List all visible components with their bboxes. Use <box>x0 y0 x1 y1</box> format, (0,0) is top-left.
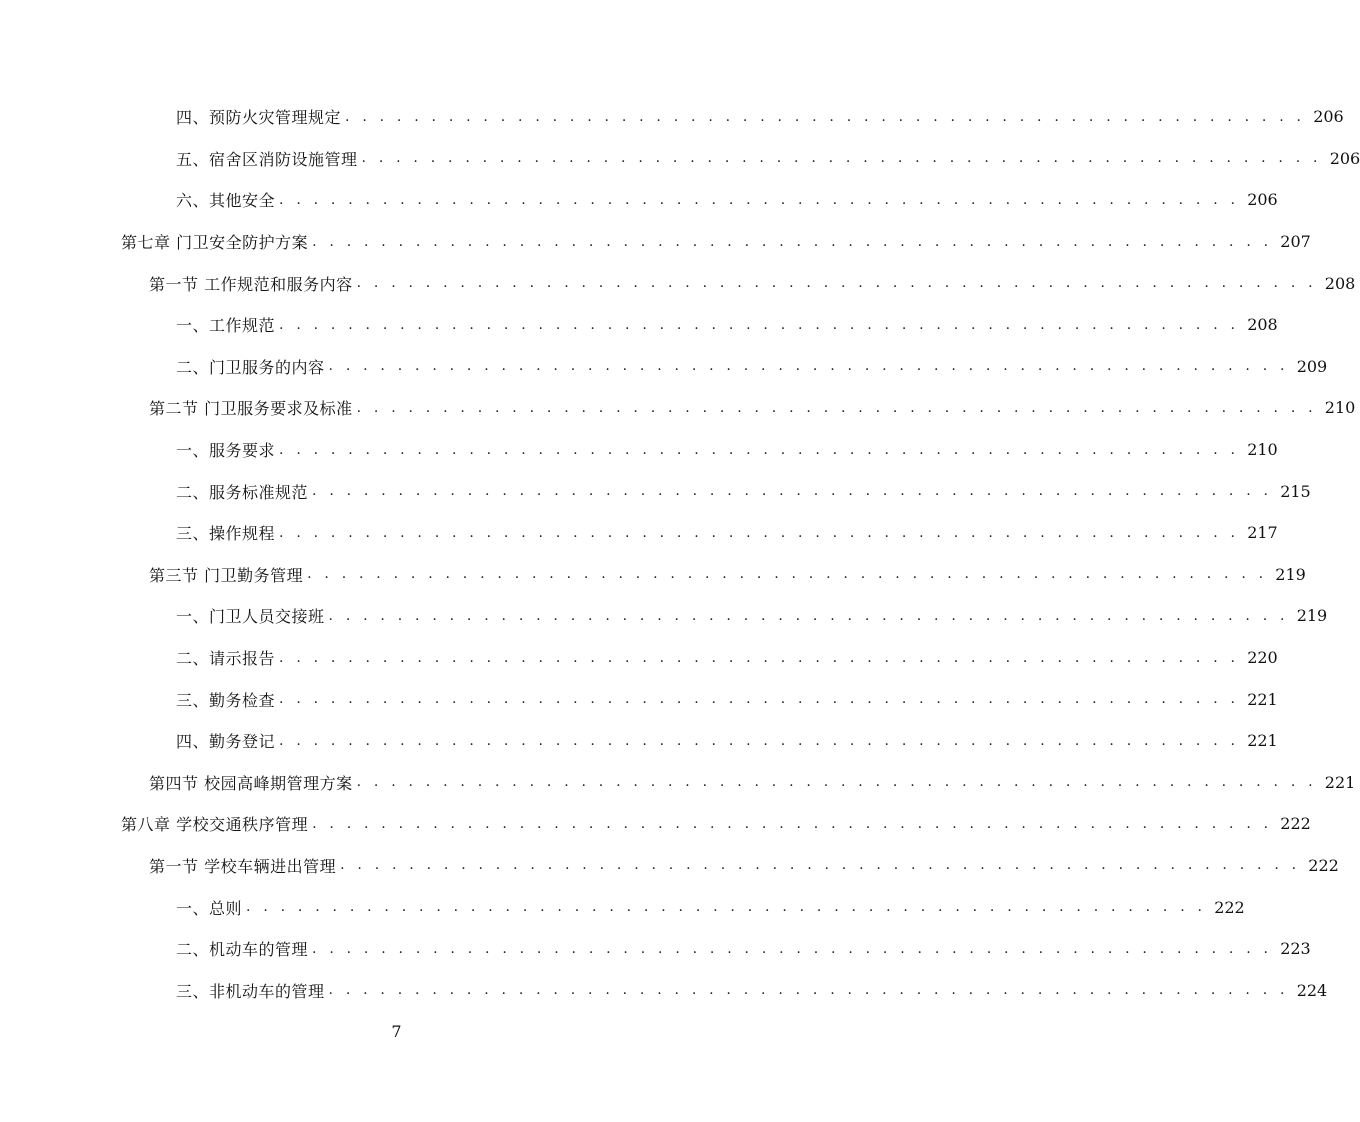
toc-entry[interactable] <box>0 637 1278 679</box>
toc-entry-title: 第一节 学校车辆进出管理 <box>149 856 337 876</box>
toc-entry-page: 206 <box>1247 190 1278 210</box>
toc-entry[interactable] <box>0 470 1311 512</box>
toc-entry-page: 206 <box>1313 107 1344 127</box>
toc-entry-title: 二、请示报告 <box>176 649 276 669</box>
toc-dot-leader: . . . . . . . . . . . . . . . . . . . . . . . . . . . . . . . . . . . . . . . . . . . . . . . . . . . . . . . . <box>356 399 1317 416</box>
toc-entry[interactable] <box>0 928 1311 970</box>
toc-entry-title: 三、勤务检查 <box>176 690 276 710</box>
toc-entry[interactable] <box>0 803 1311 845</box>
toc-entry[interactable] <box>0 387 1356 429</box>
toc-entry-title: 第七章 门卫安全防护方案 <box>121 233 309 253</box>
toc-dot-leader: . . . . . . . . . . . . . . . . . . . . . . . . . . . . . . . . . . . . . . . . . . . . . . . . . . . . . . . . <box>361 150 1322 167</box>
toc-dot-leader: . . . . . . . . . . . . . . . . . . . . . . . . . . . . . . . . . . . . . . . . . . . . . . . . . . . . . . . . <box>356 774 1317 791</box>
toc-entry-page: 222 <box>1280 814 1311 834</box>
toc-entry-page: 210 <box>1324 398 1356 418</box>
toc-entry-page: 221 <box>1324 772 1356 792</box>
toc-entry-page: 208 <box>1324 273 1356 293</box>
toc-entry[interactable] <box>0 346 1328 388</box>
toc-dot-leader: . . . . . . . . . . . . . . . . . . . . . . . . . . . . . . . . . . . . . . . . . . . . . . . . . . . . . . . . <box>279 524 1240 541</box>
toc-dot-leader: . . . . . . . . . . . . . . . . . . . . . . . . . . . . . . . . . . . . . . . . . . . . . . . . . . . . . . . . <box>328 607 1289 624</box>
toc-entry-title: 五、宿舍区消防设施管理 <box>176 149 358 169</box>
toc-entry-title: 一、工作规范 <box>176 316 276 336</box>
toc-entry[interactable] <box>0 262 1356 304</box>
toc-entry-title: 第四节 校园高峰期管理方案 <box>149 773 353 793</box>
toc-entry-page: 206 <box>1329 148 1360 168</box>
toc-entry-page: 207 <box>1280 232 1311 252</box>
toc-entry-title: 六、其他安全 <box>176 191 276 211</box>
toc-entry-page: 221 <box>1247 689 1278 709</box>
toc-entry[interactable] <box>0 512 1278 554</box>
toc-entry-title: 第一节 工作规范和服务内容 <box>149 274 353 294</box>
toc-dot-leader: . . . . . . . . . . . . . . . . . . . . . . . . . . . . . . . . . . . . . . . . . . . . . . . . . . . . . . . . <box>328 982 1289 999</box>
toc-dot-leader: . . . . . . . . . . . . . . . . . . . . . . . . . . . . . . . . . . . . . . . . . . . . . . . . . . . . . . . . <box>328 358 1289 375</box>
toc-entry-title: 二、机动车的管理 <box>176 940 309 960</box>
toc-dot-leader: . . . . . . . . . . . . . . . . . . . . . . . . . . . . . . . . . . . . . . . . . . . . . . . . . . . . . . . . <box>279 191 1240 208</box>
toc-dot-leader: . . . . . . . . . . . . . . . . . . . . . . . . . . . . . . . . . . . . . . . . . . . . . . . . . . . . . . . . <box>312 233 1273 250</box>
toc-entry-page: 223 <box>1280 939 1311 959</box>
toc-entry-page: 219 <box>1296 606 1328 626</box>
toc-entry[interactable] <box>0 429 1278 471</box>
toc-entry[interactable] <box>0 595 1328 637</box>
toc-entry-title: 一、总则 <box>176 898 243 918</box>
toc-entry-title: 第二节 门卫服务要求及标准 <box>149 399 353 419</box>
toc-entry-title: 第三节 门卫勤务管理 <box>149 565 304 585</box>
toc-dot-leader: . . . . . . . . . . . . . . . . . . . . . . . . . . . . . . . . . . . . . . . . . . . . . . . . . . . . . . . . <box>356 275 1317 292</box>
toc-entry[interactable] <box>0 554 1306 596</box>
toc-entry-page: 215 <box>1280 481 1311 501</box>
toc-entry-page: 221 <box>1247 731 1278 751</box>
toc-entry-title: 三、操作规程 <box>176 524 276 544</box>
toc-entry[interactable] <box>0 221 1311 263</box>
toc-dot-leader: . . . . . . . . . . . . . . . . . . . . . . . . . . . . . . . . . . . . . . . . . . . . . . . . . . . . . . . . <box>279 316 1240 333</box>
toc-entry-title: 四、预防火灾管理规定 <box>176 108 342 128</box>
toc-dot-leader: . . . . . . . . . . . . . . . . . . . . . . . . . . . . . . . . . . . . . . . . . . . . . . . . . . . . . . . . <box>340 857 1301 874</box>
toc-dot-leader: . . . . . . . . . . . . . . . . . . . . . . . . . . . . . . . . . . . . . . . . . . . . . . . . . . . . . . . . <box>279 649 1240 666</box>
toc-dot-leader: . . . . . . . . . . . . . . . . . . . . . . . . . . . . . . . . . . . . . . . . . . . . . . . . . . . . . . . . <box>279 732 1240 749</box>
toc-entry-page: 209 <box>1296 356 1328 376</box>
toc-entry-title: 二、服务标准规范 <box>176 482 309 502</box>
toc-entry[interactable] <box>0 969 1328 1011</box>
toc-entry-page: 217 <box>1247 523 1278 543</box>
toc-entry[interactable] <box>0 762 1356 804</box>
toc-entry[interactable] <box>0 886 1245 928</box>
toc-dot-leader: . . . . . . . . . . . . . . . . . . . . . . . . . . . . . . . . . . . . . . . . . . . . . . . . . . . . . . . . <box>307 566 1268 583</box>
toc-entry-page: 222 <box>1308 855 1339 875</box>
toc-dot-leader: . . . . . . . . . . . . . . . . . . . . . . . . . . . . . . . . . . . . . . . . . . . . . . . . . . . . . . . . <box>312 815 1273 832</box>
toc-entry[interactable] <box>0 304 1278 346</box>
toc-entry-page: 219 <box>1275 564 1306 584</box>
toc-entry-page: 220 <box>1247 648 1278 668</box>
toc-entry-page: 208 <box>1247 315 1278 335</box>
toc-entry-title: 二、门卫服务的内容 <box>176 357 325 377</box>
toc-entry-title: 四、勤务登记 <box>176 732 276 752</box>
toc-entry[interactable] <box>0 96 1344 138</box>
toc-entry-page: 210 <box>1247 440 1278 460</box>
toc-entry-title: 一、门卫人员交接班 <box>176 607 325 627</box>
page-number: 7 <box>391 1022 402 1041</box>
toc-entry[interactable] <box>0 678 1278 720</box>
toc-entry-page: 224 <box>1296 980 1328 1000</box>
toc-entry-title: 第八章 学校交通秩序管理 <box>121 815 309 835</box>
toc-entry[interactable] <box>0 845 1339 887</box>
toc-entry[interactable] <box>0 138 1360 180</box>
table-of-contents <box>0 96 1360 1011</box>
toc-dot-leader: . . . . . . . . . . . . . . . . . . . . . . . . . . . . . . . . . . . . . . . . . . . . . . . . . . . . . . . . <box>312 483 1273 500</box>
toc-dot-leader: . . . . . . . . . . . . . . . . . . . . . . . . . . . . . . . . . . . . . . . . . . . . . . . . . . . . . . . . <box>246 899 1207 916</box>
toc-entry-page: 222 <box>1214 897 1245 917</box>
toc-entry[interactable] <box>0 720 1278 762</box>
toc-entry-title: 三、非机动车的管理 <box>176 981 325 1001</box>
toc-dot-leader: . . . . . . . . . . . . . . . . . . . . . . . . . . . . . . . . . . . . . . . . . . . . . . . . . . . . . . . . <box>345 108 1306 125</box>
toc-entry-title: 一、服务要求 <box>176 441 276 461</box>
toc-dot-leader: . . . . . . . . . . . . . . . . . . . . . . . . . . . . . . . . . . . . . . . . . . . . . . . . . . . . . . . . <box>312 940 1273 957</box>
toc-entry[interactable] <box>0 179 1278 221</box>
toc-dot-leader: . . . . . . . . . . . . . . . . . . . . . . . . . . . . . . . . . . . . . . . . . . . . . . . . . . . . . . . . <box>279 441 1240 458</box>
toc-dot-leader: . . . . . . . . . . . . . . . . . . . . . . . . . . . . . . . . . . . . . . . . . . . . . . . . . . . . . . . . <box>279 691 1240 708</box>
